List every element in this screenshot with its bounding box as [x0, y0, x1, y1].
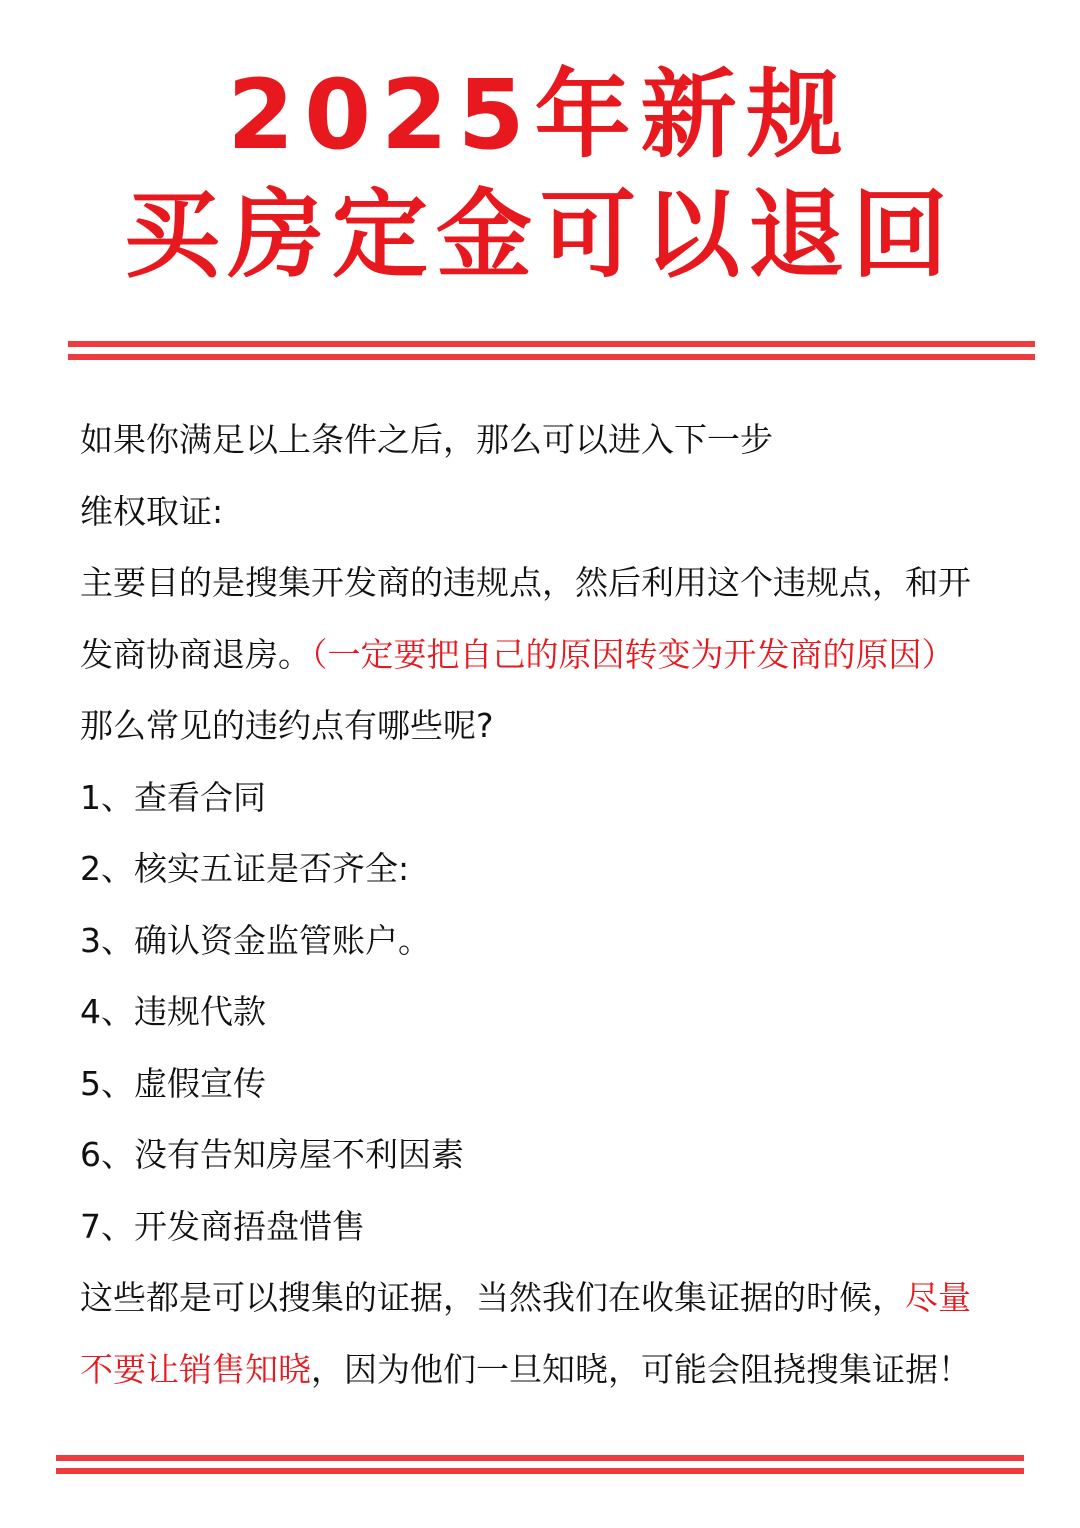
list-item: 6、没有告知房屋不利因素 [80, 1135, 464, 1174]
list-item: 2、核实五证是否齐全: [80, 849, 410, 888]
section-label: 维权取证: [80, 491, 224, 531]
top-divider-lower [68, 354, 1035, 360]
title-line-2: 买房定金可以退回 [124, 179, 956, 291]
closing-text-line-2 [80, 1334, 1040, 1406]
closing-highlight-1: 尽量 [905, 1278, 971, 1317]
purpose-text-line-1: 主要目的是搜集开发商的违规点，然后利用这个违规点，和开 [80, 563, 971, 602]
question-text: 那么常见的违约点有哪些呢? [80, 706, 494, 745]
purpose-text-prefix: 发商协商退房。 [80, 634, 311, 674]
list-item: 4、违规代款 [80, 992, 266, 1031]
list-item: 5、虚假宣传 [80, 1063, 266, 1103]
closing-highlight-2: 不要让销售知晓 [80, 1349, 311, 1389]
purpose-text-line-2 [80, 619, 1040, 691]
bottom-divider-upper [56, 1455, 1024, 1461]
closing-text-prefix: 这些都是可以搜集的证据，当然我们在收集证据的时候， [80, 1278, 905, 1317]
article-body [80, 404, 1040, 1405]
list-item: 7、开发商捂盘惜售 [80, 1206, 365, 1246]
bottom-divider-lower [56, 1468, 1024, 1474]
closing-text-suffix: ，因为他们一旦知晓，可能会阻挠搜集证据！ [311, 1349, 971, 1389]
list-item: 3、确认资金监管账户。 [80, 920, 431, 960]
top-divider-upper [68, 341, 1035, 347]
purpose-highlight: （一定要把自己的原因转变为开发商的原因） [311, 634, 955, 674]
intro-text: 如果你满足以上条件之后，那么可以进入下一步 [80, 420, 773, 459]
closing-text-line-1 [80, 1262, 1040, 1334]
list-item: 1、查看合同 [80, 777, 266, 817]
title-line-1: 2025年新规 [227, 59, 853, 171]
